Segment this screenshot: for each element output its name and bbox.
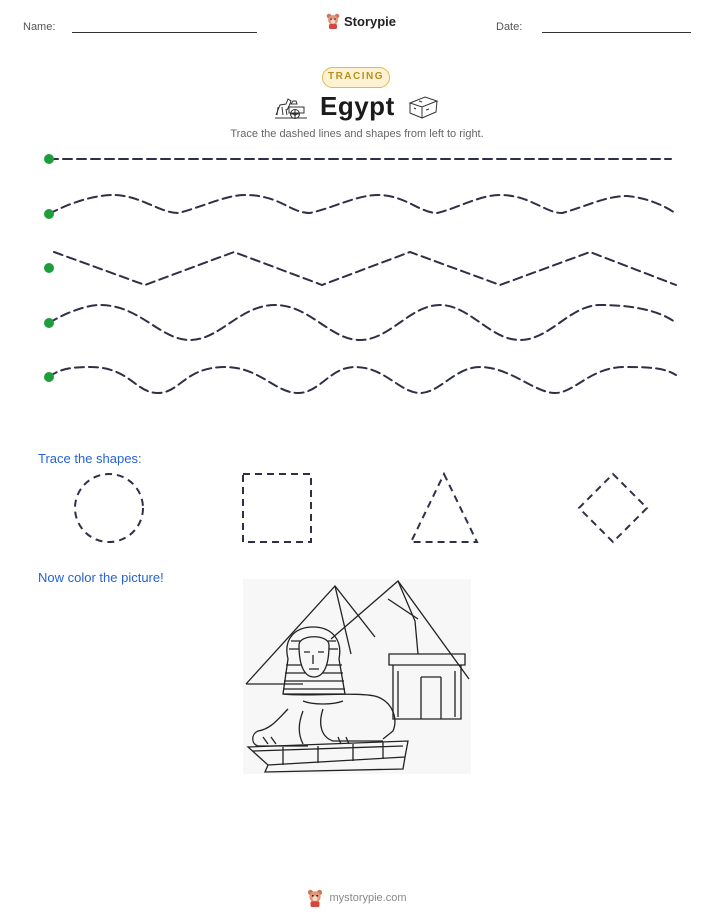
square-trace[interactable] [243, 474, 311, 542]
diamond-trace[interactable] [579, 474, 647, 542]
circle-trace[interactable] [75, 474, 143, 542]
instructions: Trace the dashed lines and shapes from left to right. [230, 128, 484, 140]
page-title: Egypt [320, 91, 395, 121]
footer-url[interactable]: mystorypie.com [329, 892, 407, 904]
brand-name: Storypie [344, 13, 397, 29]
tracing-badge: TRACING [322, 67, 390, 88]
date-label: Date: [496, 21, 523, 33]
color-heading: Now color the picture! [38, 570, 164, 585]
triangle-trace[interactable] [411, 474, 477, 542]
footer [0, 889, 714, 907]
shapes-heading: Trace the shapes: [38, 451, 142, 466]
storypie-bear-icon [307, 889, 323, 907]
name-label: Name: [23, 21, 56, 33]
sphinx-coloring-picture [243, 579, 471, 774]
